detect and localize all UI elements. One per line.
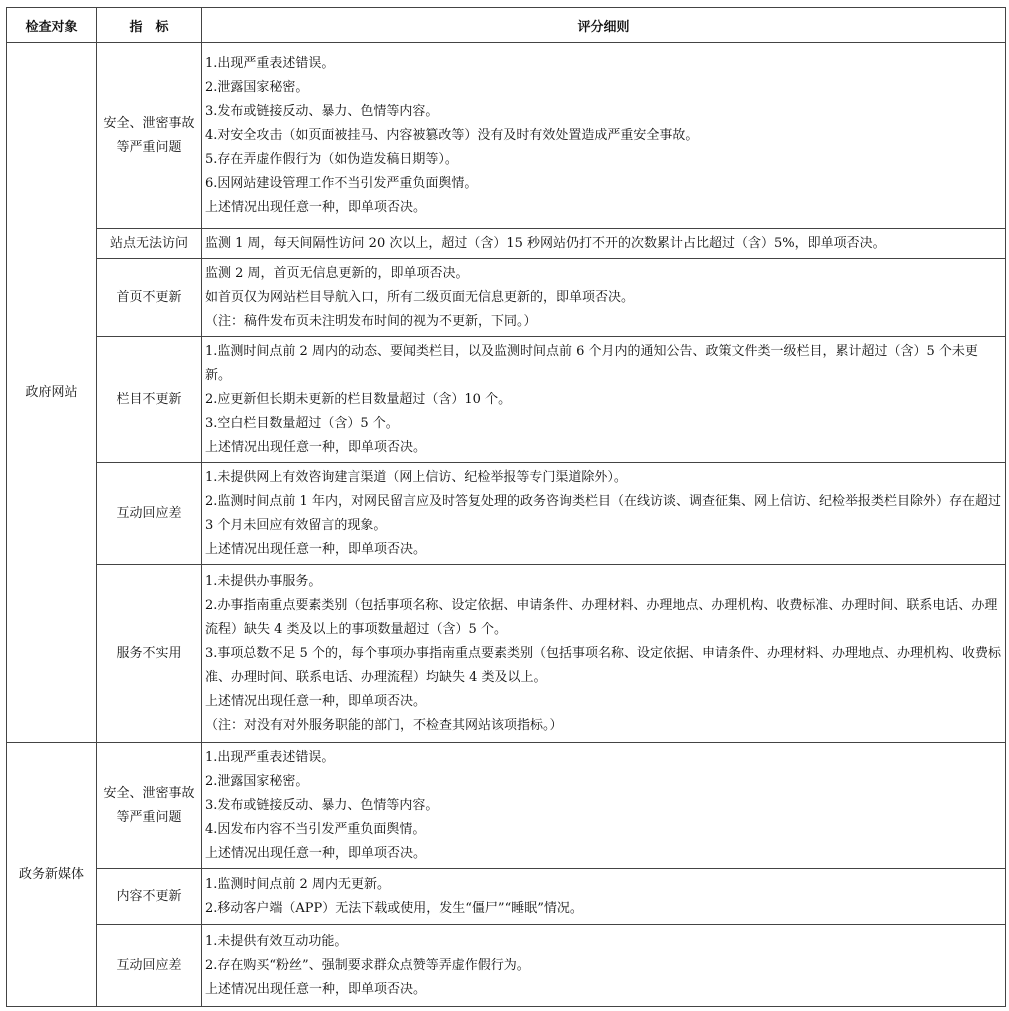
scoring-detail-cell (202, 463, 1006, 565)
table-row (7, 743, 1006, 869)
scoring-rule-line: 3.空白栏目数量超过（含）5 个。 (205, 415, 399, 431)
scoring-rule-line: 4.因发布内容不当引发严重负面舆情。 (205, 821, 426, 837)
table-row (7, 869, 1006, 925)
table-row (7, 259, 1006, 337)
scoring-rule-line: 2.移动客户端（APP）无法下载或使用，发生“僵尸”“睡眠”情况。 (205, 900, 583, 916)
scoring-rule-line: 1.未提供有效互动功能。 (205, 933, 348, 949)
scoring-rule-line: 1.监测时间点前 2 周内无更新。 (205, 876, 390, 892)
scoring-rule-line: 上述情况出现任意一种，即单项否决。 (205, 845, 427, 861)
scoring-detail-cell (202, 743, 1006, 869)
scoring-rule-line: 4.对安全攻击（如页面被挂马、内容被篡改等）没有及时有效处置造成严重安全事故。 (205, 127, 699, 143)
indicator-cell: 安全、泄密事故等严重问题 (97, 43, 202, 229)
table-header-row (7, 8, 1006, 43)
table-row (7, 925, 1006, 1007)
scoring-detail-cell (202, 43, 1006, 229)
scoring-rule-line: 5.存在弄虚作假行为（如伪造发稿日期等）。 (205, 151, 458, 167)
table-row (7, 565, 1006, 743)
scoring-rule-line: 上述情况出现任意一种，即单项否决。 (205, 199, 427, 215)
scoring-rule-line: 1.出现严重表述错误。 (205, 749, 335, 765)
scoring-detail-cell (202, 925, 1006, 1007)
scoring-rule-line: 3.事项总数不足 5 个的，每个事项办事指南重点要素类别（包括事项名称、设定依据、申请条件、办理材料、办理地点、办理机构、收费标准、办理时间、联系电话、办理流程）均缺失 4 类及以上。 (205, 645, 1001, 685)
scoring-rule-line: 2.监测时间点前 1 年内，对网民留言应及时答复处理的政务咨询类栏目（在线访谈、调查征集、网上信访、纪检举报类栏目除外）存在超过 3 个月未回应有效留言的现象。 (205, 493, 1001, 533)
check-object-cell: 政府网站 (7, 43, 97, 743)
indicator-cell: 互动回应差 (97, 463, 202, 565)
indicator-cell: 内容不更新 (97, 869, 202, 925)
header-check-object: 检查对象 (7, 8, 97, 43)
indicator-cell: 安全、泄密事故等严重问题 (97, 743, 202, 869)
table-row (7, 463, 1006, 565)
scoring-rule-line: 上述情况出现任意一种，即单项否决。 (205, 439, 427, 455)
scoring-detail-cell (202, 337, 1006, 463)
table-row (7, 337, 1006, 463)
indicator-cell: 栏目不更新 (97, 337, 202, 463)
scoring-rule-line: 监测 2 周，首页无信息更新的，即单项否决。 (205, 265, 469, 281)
scoring-rule-line: 上述情况出现任意一种，即单项否决。 (205, 541, 427, 557)
scoring-rule-line: 3.发布或链接反动、暴力、色情等内容。 (205, 797, 439, 813)
scoring-rule-line: 监测 1 周，每天间隔性访问 20 次以上，超过（含）15 秒网站仍打不开的次数累计占比超过（含）5%，即单项否决。 (205, 235, 886, 251)
indicator-cell: 首页不更新 (97, 259, 202, 337)
table-row (7, 43, 1006, 229)
scoring-detail-cell (202, 259, 1006, 337)
scoring-rule-line: （注：稿件发布页未注明发布时间的视为不更新，下同。） (205, 313, 537, 329)
scoring-detail-cell (202, 869, 1006, 925)
scoring-rule-line: 6.因网站建设管理工作不当引发严重负面舆情。 (205, 175, 478, 191)
scoring-rule-line: 2.泄露国家秘密。 (205, 773, 309, 789)
indicator-cell: 互动回应差 (97, 925, 202, 1007)
indicator-cell: 站点无法访问 (97, 229, 202, 259)
scoring-rule-line: 如首页仅为网站栏目导航入口，所有二级页面无信息更新的，即单项否决。 (205, 289, 635, 305)
scoring-rule-line: 上述情况出现任意一种，即单项否决。 (205, 981, 427, 997)
scoring-rule-line: 上述情况出现任意一种，即单项否决。 (205, 693, 427, 709)
header-scoring-rules: 评分细则 (202, 8, 1006, 43)
table-body (7, 43, 1006, 1007)
scoring-rule-line: 3.发布或链接反动、暴力、色情等内容。 (205, 103, 439, 119)
scoring-rule-line: 2.办事指南重点要素类别（包括事项名称、设定依据、申请条件、办理材料、办理地点、办理机构、收费标准、办理时间、联系电话、办理流程）缺失 4 类及以上的事项数量超过（含）5 个。 (205, 597, 998, 637)
header-indicator: 指 标 (97, 8, 202, 43)
check-object-cell: 政务新媒体 (7, 743, 97, 1007)
scoring-rule-line: 1.未提供办事服务。 (205, 573, 322, 589)
scoring-rule-line: 1.监测时间点前 2 周内的动态、要闻类栏目，以及监测时间点前 6 个月内的通知公告、政策文件类一级栏目，累计超过（含）5 个未更新。 (205, 343, 978, 383)
scoring-rule-line: 2.应更新但长期未更新的栏目数量超过（含）10 个。 (205, 391, 512, 407)
scoring-detail-cell (202, 229, 1006, 259)
scoring-rule-line: 2.泄露国家秘密。 (205, 79, 309, 95)
table-row (7, 229, 1006, 259)
scoring-rule-line: （注：对没有对外服务职能的部门，不检查其网站该项指标。） (205, 717, 563, 733)
scoring-rule-line: 1.出现严重表述错误。 (205, 55, 335, 71)
scoring-rule-line: 1.未提供网上有效咨询建言渠道（网上信访、纪检举报等专门渠道除外）。 (205, 469, 627, 485)
scoring-rule-line: 2.存在购买“粉丝”、强制要求群众点赞等弄虚作假行为。 (205, 957, 530, 973)
scoring-detail-cell (202, 565, 1006, 743)
scoring-table (6, 7, 1006, 1007)
indicator-cell: 服务不实用 (97, 565, 202, 743)
